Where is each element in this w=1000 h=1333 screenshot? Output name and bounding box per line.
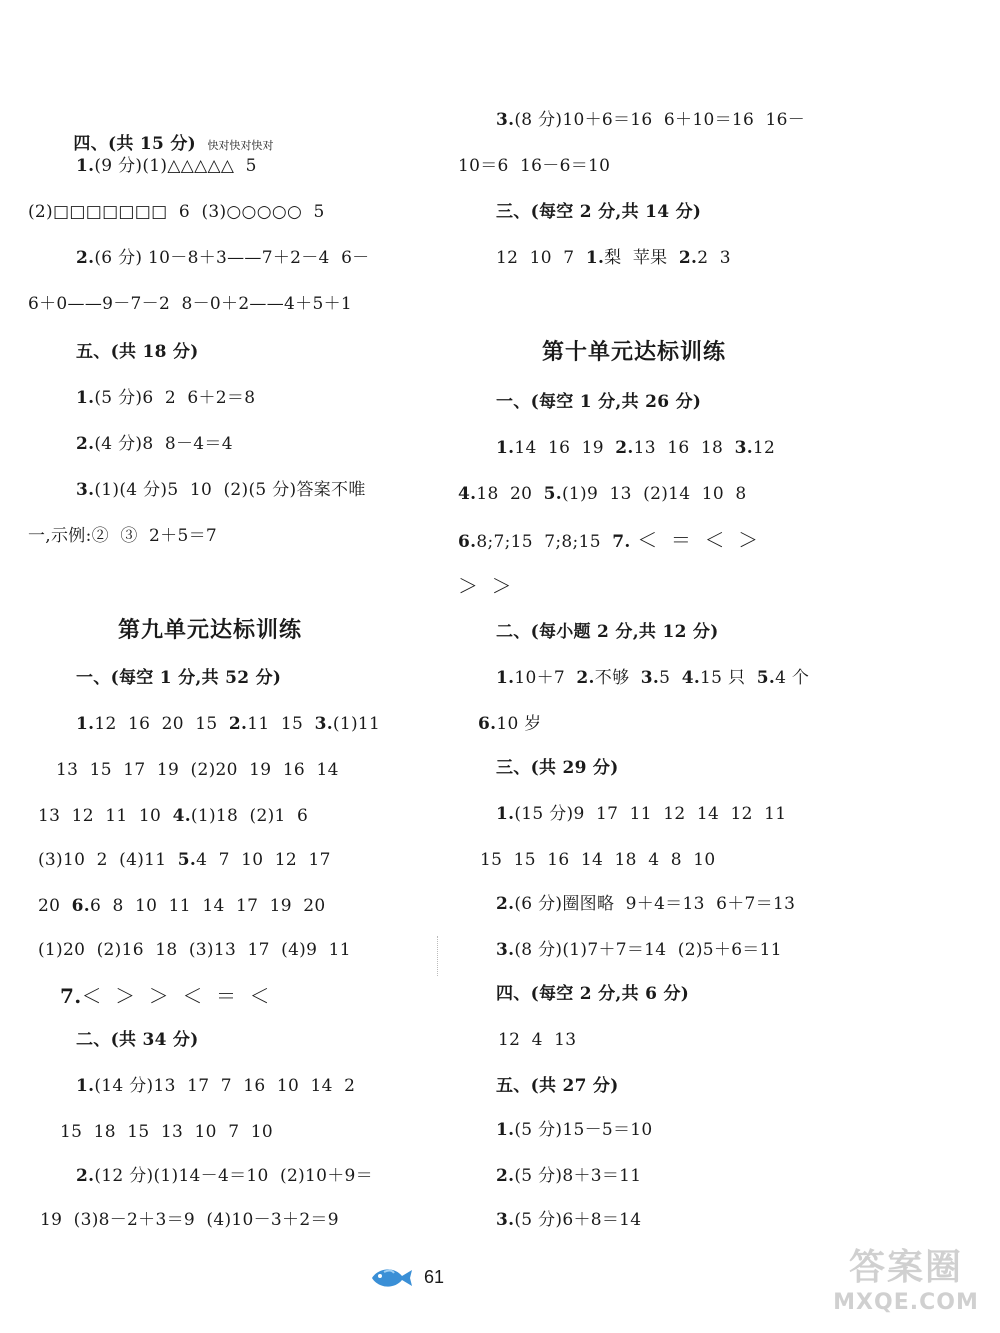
section-4-header: 四、(共 15 分) 快对快对快对 [73, 134, 274, 154]
answer-line: 7.＜ ＞ ＞ ＜ ＝ ＜ [60, 984, 270, 1008]
answer-line: (3)10 2 (4)11 5.4 7 10 12 17 [38, 850, 331, 870]
answer-line: (2)□□□□□□□ 6 (3)○○○○○ 5 [28, 202, 325, 222]
section-header: 三、(共 29 分) [496, 758, 619, 778]
answer-line: 10＝6 16－6＝10 [458, 156, 611, 176]
section-5-header: 五、(共 18 分) [76, 342, 199, 362]
fish-logo-icon [368, 1264, 414, 1292]
unit-10-title: 第十单元达标训练 [542, 340, 727, 365]
answer-line: 3.(1)(4 分)5 10 (2)(5 分)答案不唯 [76, 480, 366, 500]
section-header: 四、(每空 2 分,共 6 分) [496, 984, 690, 1004]
answer-line: 一,示例:② ③ 2＋5＝7 [28, 526, 217, 546]
answer-line: 6.8;7;15 7;8;15 7. ＜ ＝ ＜ ＞ [458, 528, 759, 552]
answer-line: 1.10＋7 2.不够 3.5 4.15 只 5.4 个 [496, 668, 810, 688]
answer-line: 15 18 15 13 10 7 10 [60, 1122, 273, 1142]
answer-line: 20 6.6 8 10 11 14 17 19 20 [38, 896, 326, 916]
answer-line: ＞ ＞ [458, 574, 512, 598]
answer-line: 19 (3)8－2＋3＝9 (4)10－3＋2＝9 [40, 1210, 339, 1230]
section-header: 二、(每小题 2 分,共 12 分) [496, 622, 719, 642]
answer-line: 13 15 17 19 (2)20 19 16 14 [56, 760, 339, 780]
answer-line: 3.(5 分)6＋8＝14 [496, 1210, 642, 1230]
unit-9-title: 第九单元达标训练 [118, 618, 303, 643]
answer-line: 2.(5 分)8＋3＝11 [496, 1166, 642, 1186]
answer-line: 1.(15 分)9 17 11 12 14 12 11 [496, 804, 787, 824]
answer-line: 2.(4 分)8 8－4＝4 [76, 434, 233, 454]
answer-line: 2.(12 分)(1)14－4＝10 (2)10＋9＝ [76, 1166, 373, 1186]
answer-line: 1.12 16 20 15 2.11 15 3.(1)11 [76, 714, 381, 734]
answer-line: 12 4 13 [498, 1030, 577, 1050]
answer-line: 12 10 7 1.梨 苹果 2.2 3 [496, 248, 731, 268]
site-watermark: 答案圈 MXQE.COM [833, 1247, 979, 1315]
answer-line: 3.(8 分)10＋6＝16 6＋10＝16 16－ [496, 110, 806, 130]
answer-line: 15 15 16 14 18 4 8 10 [480, 850, 716, 870]
watermark-note: 快对快对快对 [207, 139, 274, 152]
answer-line: 1.(5 分)6 2 6＋2＝8 [76, 388, 256, 408]
page-number: 61 [424, 1267, 445, 1287]
section-header: 五、(共 27 分) [496, 1076, 619, 1096]
answer-line: 1.(9 分)(1)△△△△△ 5 [76, 156, 257, 176]
answer-line: 6＋0——9－7－2 8－0＋2——4＋5＋1 [28, 294, 352, 314]
column-divider [437, 936, 440, 976]
answer-line: 1.(14 分)13 17 7 16 10 14 2 [76, 1076, 356, 1096]
section-header: 一、(每空 1 分,共 52 分) [76, 668, 282, 688]
answer-line: 6.10 岁 [478, 714, 542, 734]
answer-line: 4.18 20 5.(1)9 13 (2)14 10 8 [458, 484, 747, 504]
answer-line: (1)20 (2)16 18 (3)13 17 (4)9 11 [38, 940, 351, 960]
section-header: 一、(每空 1 分,共 26 分) [496, 392, 702, 412]
answer-line: 2.(6 分)圈图略 9＋4＝13 6＋7＝13 [496, 894, 796, 914]
answer-line: 3.(8 分)(1)7＋7＝14 (2)5＋6＝11 [496, 940, 782, 960]
answer-line: 1.(5 分)15－5＝10 [496, 1120, 653, 1140]
section-header: 三、(每空 2 分,共 14 分) [496, 202, 702, 222]
answer-line: 1.14 16 19 2.13 16 18 3.12 [496, 438, 776, 458]
answer-line: 13 12 11 10 4.(1)18 (2)1 6 [38, 806, 309, 826]
section-header: 二、(共 34 分) [76, 1030, 199, 1050]
answer-line: 2.(6 分) 10－8＋3——7＋2－4 6－ [76, 248, 370, 268]
